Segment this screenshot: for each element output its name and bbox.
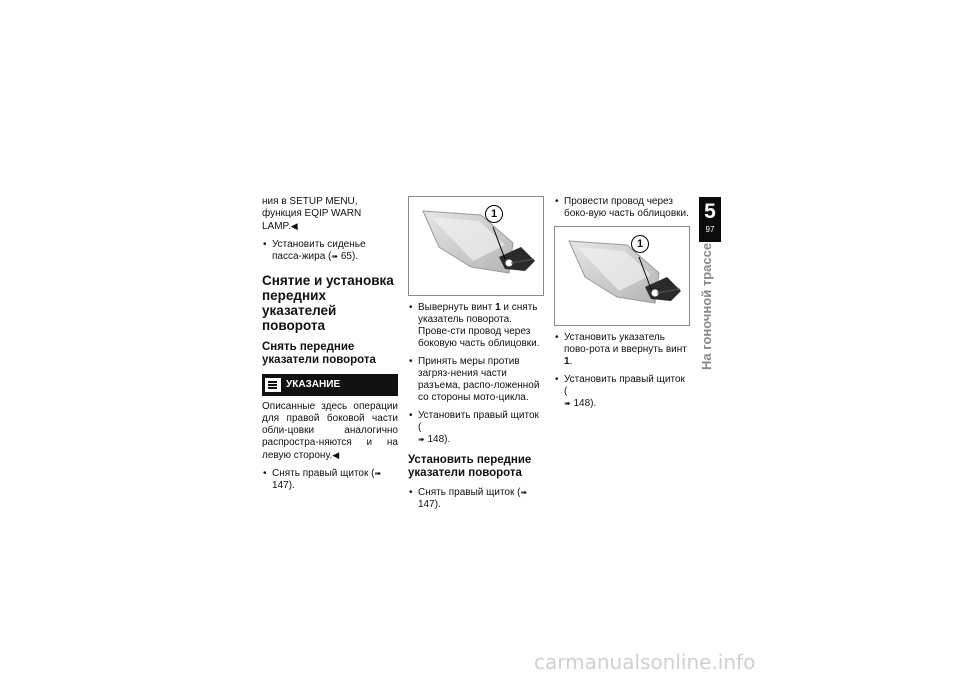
ref-close: ). [444,434,451,445]
fairing-illustration [409,197,543,295]
note-body [262,401,398,462]
list-item [408,410,544,446]
ref-close: ). [351,251,359,262]
part-number: 1 [564,356,570,367]
note-banner [262,374,398,396]
list-item-text: Снять правый щиток ( [272,468,375,479]
page-number: 97 [705,225,715,234]
list-item [408,302,544,350]
list-item-text: Принять меры против загряз-нения части разъема, распо-ложенной со стороны мото-цикла. [418,356,540,403]
page-ref-arrow-icon: ➠ [520,488,528,497]
subsection-title: Снять передние указатели поворота [262,341,376,366]
ref-close: ). [590,398,597,409]
note-body-text: Описанные здесь операции для правой боковой части обли-цовки аналогично распростра-няются и на левую сторону. [262,401,398,461]
note-hand-icon [265,378,281,392]
list-item-text: Установить сиденье пасса-жира ( [272,239,366,262]
list-item [554,332,690,368]
end-marker: ◀ [332,450,340,460]
list-item [554,374,690,410]
list-item-text: Установить указатель пово-рота и ввернуть винт [564,332,687,355]
ref-close: ). [434,499,441,510]
figure-callout-badge: 1 [631,235,649,253]
fairing-illustration [555,227,689,325]
page-ref-link[interactable]: 148 [427,434,445,445]
end-marker: ◀ [290,221,298,231]
list-item-text: . [569,356,573,367]
intro-paragraph [262,196,398,233]
list-item-text: Вывернуть винт [418,302,496,313]
list-item [262,239,398,263]
page-ref-link[interactable]: 147 [418,499,435,510]
ref-close: ). [288,480,295,491]
chapter-number: 5 [704,200,716,223]
list-item-text: Установить правый щиток ( [564,374,685,397]
page-ref-link[interactable]: 148 [573,398,591,409]
turn-signal-removal-figure [408,196,544,296]
subsection-title: Установить передние указатели поворота [408,454,532,479]
figure-callout-badge: 1 [485,205,503,223]
page-ref-arrow-icon: ➠ [564,399,571,408]
list-item [262,468,398,492]
page-ref-link[interactable]: 65 [340,251,352,262]
watermark: carmanualsonline.info [534,650,756,674]
section-title: Снятие и установка передних указателей поворота [262,273,394,333]
list-item-text: Снять правый щиток ( [418,487,521,498]
page-ref-arrow-icon: ➠ [331,252,339,261]
page-ref-arrow-icon: ➠ [374,469,382,478]
list-item-text: и снять указатель поворота. Прове-сти провод через боковую часть облицовки. [418,302,540,349]
chapter-side-title: На гоночной трассе [699,242,714,370]
list-item [554,196,690,220]
text-column-right [554,196,690,416]
page-ref-arrow-icon: ➠ [418,435,425,444]
text-column-left [262,196,398,498]
intro-text: ния в SETUP MENU, функция EQIP WARN LAMP. [262,196,362,232]
list-item [408,356,544,404]
list-item [408,487,544,511]
note-label: УКАЗАНИЕ [286,379,341,390]
page-ref-link[interactable]: 147 [272,480,289,491]
part-number: 1 [495,302,501,313]
list-item-text: Установить правый щиток ( [418,410,539,433]
list-item-text: Провести провод через боко-вую часть облицовки. [564,196,689,219]
turn-signal-install-figure [554,226,690,326]
text-column-middle [408,196,544,517]
